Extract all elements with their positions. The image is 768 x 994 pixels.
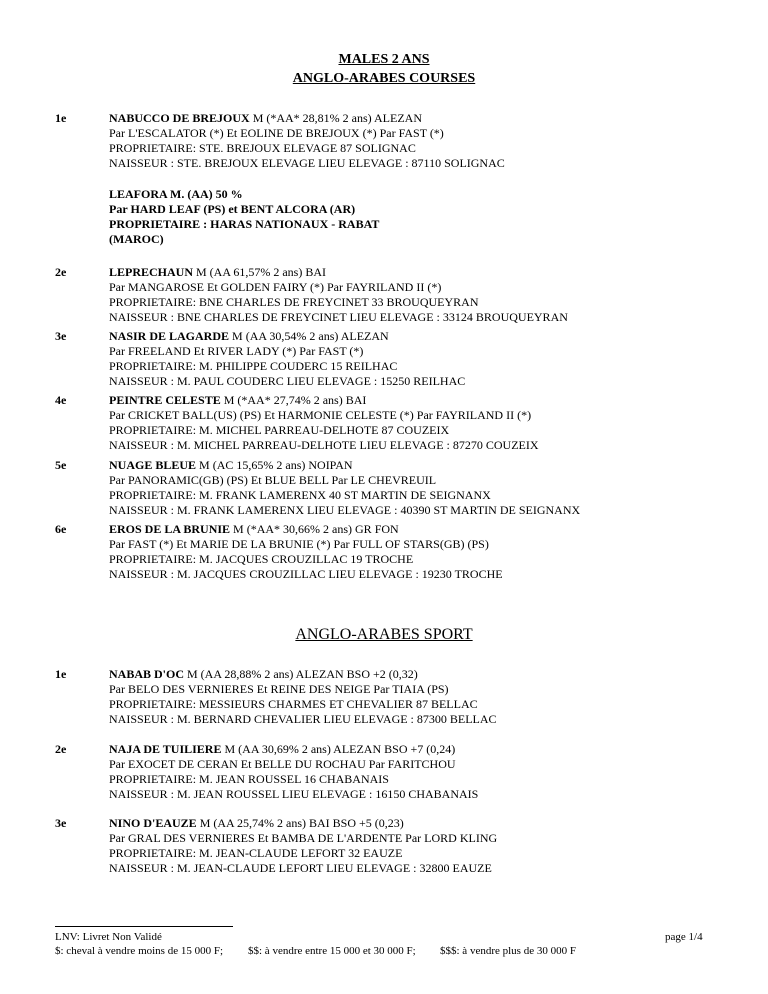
horse-name: NASIR DE LAGARDE bbox=[109, 329, 230, 343]
leafora-owner: PROPRIETAIRE : HARAS NATIONAUX - RABAT bbox=[109, 217, 380, 231]
horse-name: NAJA DE TUILIERE bbox=[109, 742, 222, 756]
sport-section-title: ANGLO-ARABES SPORT bbox=[295, 626, 473, 643]
leafora-block bbox=[109, 187, 749, 247]
breeder-line: NAISSEUR : STE. BREJOUX ELEVAGE LIEU ELEVAGE : 87110 SOLIGNAC bbox=[109, 156, 505, 170]
entry-rank: 1e bbox=[55, 111, 67, 125]
owner-line: PROPRIETAIRE: MESSIEURS CHARMES ET CHEVALIER 87 BELLAC bbox=[109, 697, 478, 711]
leafora-country: (MAROC) bbox=[109, 232, 164, 246]
pedigree-line: Par L'ESCALATOR (*) Et EOLINE DE BREJOUX (*) Par FAST (*) bbox=[109, 126, 444, 140]
page-number: page 1/4 bbox=[665, 931, 703, 943]
page-title-line1: MALES 2 ANS bbox=[338, 52, 430, 67]
horse-name: PEINTRE CELESTE bbox=[109, 393, 221, 407]
horse-name: NUAGE BLEUE bbox=[109, 458, 197, 472]
page-title-line2: ANGLO-ARABES COURSES bbox=[292, 71, 476, 86]
breeder-line: NAISSEUR : BNE CHARLES DE FREYCINET LIEU ELEVAGE : 33124 BROUQUEYRAN bbox=[109, 310, 568, 324]
horse-info: M (*AA* 30,66% 2 ans) GR FON bbox=[230, 522, 399, 536]
entry-rank: 6e bbox=[55, 522, 67, 536]
pedigree-line: Par GRAL DES VERNIERES Et BAMBA DE L'ARDENTE Par LORD KLING bbox=[109, 831, 498, 845]
footer-divider bbox=[55, 926, 233, 927]
owner-line: PROPRIETAIRE: M. JACQUES CROUZILLAC 19 TROCHE bbox=[109, 552, 414, 566]
footer-price-high: $$$: à vendre plus de 30 000 F bbox=[440, 945, 576, 957]
horse-info: M (*AA* 28,81% 2 ans) ALEZAN bbox=[249, 111, 422, 125]
breeder-line: NAISSEUR : M. JEAN-CLAUDE LEFORT LIEU ELEVAGE : 32800 EAUZE bbox=[109, 861, 492, 875]
pedigree-line: Par BELO DES VERNIERES Et REINE DES NEIGE Par TIAIA (PS) bbox=[109, 682, 449, 696]
pedigree-line: Par MANGAROSE Et GOLDEN FAIRY (*) Par FAYRILAND II (*) bbox=[109, 280, 442, 294]
pedigree-line: Par CRICKET BALL(US) (PS) Et HARMONIE CELESTE (*) Par FAYRILAND II (*) bbox=[109, 408, 532, 422]
owner-line: PROPRIETAIRE: M. MICHEL PARREAU-DELHOTE 87 COUZEIX bbox=[109, 423, 450, 437]
footer-lnv-note: LNV: Livret Non Validé bbox=[55, 931, 162, 943]
horse-name: NINO D'EAUZE bbox=[109, 816, 197, 830]
horse-info: M (AA 25,74% 2 ans) BAI BSO +5 (0,23) bbox=[196, 816, 404, 830]
leafora-pedigree: Par HARD LEAF (PS) et BENT ALCORA (AR) bbox=[109, 202, 356, 216]
breeder-line: NAISSEUR : M. JACQUES CROUZILLAC LIEU ELEVAGE : 19230 TROCHE bbox=[109, 567, 503, 581]
entry-rank: 2e bbox=[55, 265, 67, 279]
horse-info: M (AA 30,54% 2 ans) ALEZAN bbox=[229, 329, 389, 343]
pedigree-line: Par FAST (*) Et MARIE DE LA BRUNIE (*) Par FULL OF STARS(GB) (PS) bbox=[109, 537, 489, 551]
breeder-line: NAISSEUR : M. JEAN ROUSSEL LIEU ELEVAGE : 16150 CHABANAIS bbox=[109, 787, 479, 801]
owner-line: PROPRIETAIRE: M. PHILIPPE COUDERC 15 REILHAC bbox=[109, 359, 398, 373]
entry-rank: 1e bbox=[55, 667, 67, 681]
horse-name: LEPRECHAUN bbox=[109, 265, 194, 279]
owner-line: PROPRIETAIRE: M. JEAN ROUSSEL 16 CHABANAIS bbox=[109, 772, 389, 786]
owner-line: PROPRIETAIRE: M. FRANK LAMERENX 40 ST MARTIN DE SEIGNANX bbox=[109, 488, 491, 502]
breeder-line: NAISSEUR : M. BERNARD CHEVALIER LIEU ELEVAGE : 87300 BELLAC bbox=[109, 712, 497, 726]
horse-info: M (AA 61,57% 2 ans) BAI bbox=[193, 265, 327, 279]
horse-info: M (AA 30,69% 2 ans) ALEZAN BSO +7 (0,24) bbox=[221, 742, 456, 756]
entry-rank: 3e bbox=[55, 816, 67, 830]
breeder-line: NAISSEUR : M. PAUL COUDERC LIEU ELEVAGE : 15250 REILHAC bbox=[109, 374, 466, 388]
pedigree-line: Par FREELAND Et RIVER LADY (*) Par FAST (*) bbox=[109, 344, 364, 358]
entry-rank: 5e bbox=[55, 458, 67, 472]
entry-rank: 3e bbox=[55, 329, 67, 343]
horse-name: NABAB D'OC bbox=[109, 667, 185, 681]
horse-name: NABUCCO DE BREJOUX bbox=[109, 111, 250, 125]
owner-line: PROPRIETAIRE: M. JEAN-CLAUDE LEFORT 32 EAUZE bbox=[109, 846, 403, 860]
footer-price-mid: $$: à vendre entre 15 000 et 30 000 F; bbox=[248, 945, 416, 957]
entry-rank: 2e bbox=[55, 742, 67, 756]
owner-line: PROPRIETAIRE: STE. BREJOUX ELEVAGE 87 SOLIGNAC bbox=[109, 141, 416, 155]
horse-info: M (AA 28,88% 2 ans) ALEZAN BSO +2 (0,32) bbox=[184, 667, 418, 681]
horse-name: EROS DE LA BRUNIE bbox=[109, 522, 231, 536]
entry-rank: 4e bbox=[55, 393, 67, 407]
horse-info: M (*AA* 27,74% 2 ans) BAI bbox=[220, 393, 367, 407]
breeder-line: NAISSEUR : M. FRANK LAMERENX LIEU ELEVAGE : 40390 ST MARTIN DE SEIGNANX bbox=[109, 503, 581, 517]
pedigree-line: Par PANORAMIC(GB) (PS) Et BLUE BELL Par LE CHEVREUIL bbox=[109, 473, 437, 487]
pedigree-line: Par EXOCET DE CERAN Et BELLE DU ROCHAU Par FARITCHOU bbox=[109, 757, 456, 771]
owner-line: PROPRIETAIRE: BNE CHARLES DE FREYCINET 33 BROUQUEYRAN bbox=[109, 295, 479, 309]
leafora-title: LEAFORA M. (AA) 50 % bbox=[109, 187, 243, 201]
horse-info: M (AC 15,65% 2 ans) NOIPAN bbox=[196, 458, 353, 472]
footer-price-low: $: cheval à vendre moins de 15 000 F; bbox=[55, 945, 224, 957]
breeder-line: NAISSEUR : M. MICHEL PARREAU-DELHOTE LIEU ELEVAGE : 87270 COUZEIX bbox=[109, 438, 539, 452]
